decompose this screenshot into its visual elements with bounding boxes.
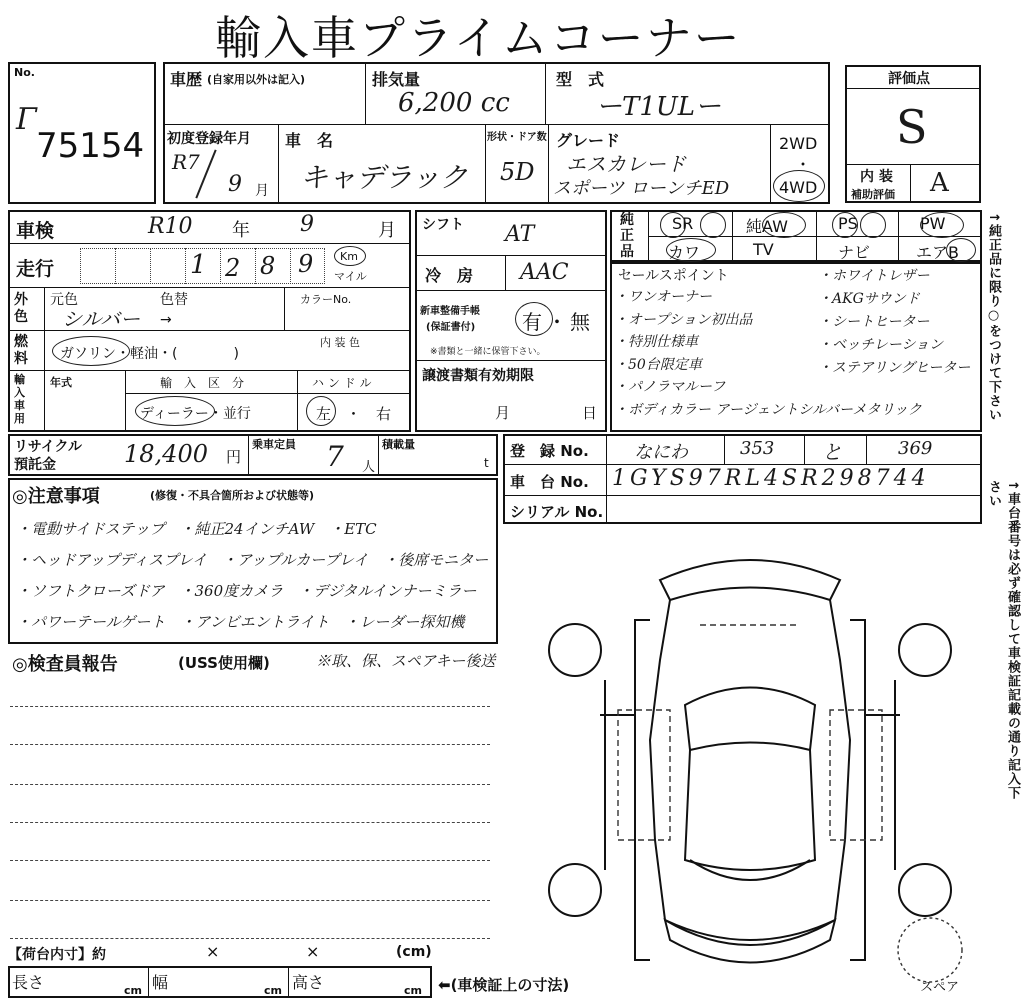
registration-place: なにわ [634, 442, 688, 463]
maintenance-sep: ・ [547, 310, 567, 334]
shift-value: AT [505, 222, 535, 247]
recycle-unit: 円 [226, 448, 242, 466]
shaken-era: R10 [148, 214, 193, 239]
dims-length-cm: cm [124, 984, 142, 997]
first-reg-month-unit: 月 [255, 183, 269, 199]
notes-line-3: ・ソフトクローズドア ・360度カメラ ・デジタルインナーミラー [16, 582, 477, 600]
maintenance-label2: (保証書付) [426, 322, 476, 333]
shift-label: シフト [422, 217, 464, 233]
displacement-label: 排気量 [372, 70, 421, 89]
ac-label: 冷 房 [425, 266, 474, 285]
score-value: S [896, 100, 928, 154]
sales-points-right [818, 265, 970, 380]
import-left-circle [306, 396, 336, 426]
dims-width-cm: cm [264, 984, 282, 997]
no-value: 75154 [36, 126, 145, 166]
first-reg-year: R7 [172, 150, 200, 174]
mileage-unit-km: Km [340, 250, 358, 263]
notes-line-2: ・ヘッドアップディスプレイ ・アップルカープレイ ・後席モニター [16, 551, 489, 569]
maintenance-yes-circle [515, 302, 553, 336]
first-reg-month: 9 [228, 172, 242, 197]
import-kubun-value: ディーラー・並行 [140, 406, 251, 422]
sales-point-left-3: ・特別仕様車 [614, 334, 698, 350]
sales-point-right-3: ・シートヒーター [818, 314, 930, 330]
grade-line1: エスカレード [566, 152, 686, 176]
capacity-label: 乗車定員 [252, 438, 296, 451]
car-name-value: キャデラック [300, 161, 468, 194]
sales-point-left-5: ・パノラマルーフ [614, 379, 726, 395]
shaken-year-label: 年 [232, 220, 250, 241]
notes-sub: (修復・不具合箇所および状態等) [150, 489, 315, 502]
mileage-km-circle [334, 246, 366, 266]
fuel-label: 燃 料 [14, 334, 28, 367]
dims-width: 幅 [152, 973, 169, 992]
grade-line2: スポーツ ローンチED [553, 178, 730, 199]
chassis-value: 1GYS97RL4SR298744 [612, 466, 930, 491]
dims-height-cm: cm [404, 984, 422, 997]
import-kubun-label: 輸 入 区 分 [160, 376, 245, 390]
recycle-value: 18,400 [124, 440, 208, 468]
transfer-label: 譲渡書類有効期限 [422, 368, 534, 384]
fuel-gasoline-circle [52, 336, 130, 366]
sales-point-left-6: ・ボディカラー アージェントシルバーメタリック [614, 401, 922, 418]
sales-point-right-2: ・AKGサウンド [818, 291, 920, 307]
inspector-handwritten: ※取、保、スペアキー後送 [316, 652, 496, 670]
doors-label: 形状・ドア数 [487, 132, 547, 143]
no-mark: Γ [16, 102, 37, 137]
color-change-label: 色替 [160, 292, 188, 308]
cargo-unit: (cm) [396, 944, 432, 960]
mileage-label: 走行 [16, 258, 55, 280]
side-note-genuine: ↑純正品に限り○をつけて下さい [986, 212, 1001, 422]
model-type-value: ーT1ULー [596, 92, 722, 122]
genuine-item-kawa: カワ [668, 243, 701, 262]
sales-point-left-4: ・50台限定車 [614, 356, 702, 373]
sales-point-right-4: ・ベッチレーション [818, 337, 944, 353]
shaken-label: 車検 [16, 220, 55, 242]
car-name-label: 車 名 [285, 131, 334, 150]
doors-value: 5D [500, 158, 535, 186]
no-box [8, 62, 156, 204]
first-reg-label: 初度登録年月 [167, 131, 251, 147]
grade-label: グレード [556, 131, 621, 150]
load-label: 積載量 [382, 438, 415, 451]
interior-score-label1: 内 装 [860, 169, 893, 185]
transfer-month: 月 [495, 404, 511, 422]
sales-point-left-1: ・ワンオーナー [614, 289, 712, 305]
import-dealer-circle [135, 396, 215, 426]
drive-4wd: 4WD [779, 178, 818, 197]
interior-score-label2: 補助評価 [851, 188, 895, 201]
maintenance-label1: 新車整備手帳 [420, 306, 480, 317]
load-unit: t [484, 456, 489, 470]
sales-point-right-1: ・ホワイトレザー [818, 268, 930, 284]
fuel-options: ガソリン・軽油・( ) [60, 346, 239, 362]
genuine-item-navi: ナビ [838, 243, 871, 262]
page-title: 輸入車プライムコーナー [215, 11, 742, 65]
capacity-value: 7 [326, 440, 344, 473]
drive-2wd: 2WD [779, 134, 818, 153]
car-diagram [540, 540, 980, 1000]
dims-length: 長さ [12, 973, 45, 992]
color-orig-label: 元色 [50, 292, 78, 308]
import-handle-value: 左 ・ 右 [316, 405, 392, 423]
maintenance-no: 無 [570, 310, 590, 334]
inspector-label: ◎検査員報告 [12, 654, 118, 675]
drive-dot: ・ [795, 155, 812, 174]
no-label: No. [14, 66, 35, 79]
recycle-label1: リサイクル [14, 439, 83, 455]
shaken-month-label: 月 [378, 220, 396, 241]
dims-height: 高さ [292, 973, 325, 992]
genuine-item-airb: エアB [916, 243, 959, 262]
model-type-label: 型 式 [556, 70, 605, 89]
inspector-sub: (USS使用欄) [178, 654, 270, 672]
sales-point-left-2: ・オープション初出品 [614, 311, 753, 328]
notes-line-1: ・電動サイドステップ ・純正24インチAW ・ETC [16, 520, 377, 538]
genuine-item-tv: TV [753, 240, 774, 259]
color-arrow: → [160, 312, 172, 328]
genuine-item-aw: 純AW [746, 217, 788, 236]
color-no-label: カラーNo. [300, 293, 352, 306]
drive-4wd-circle [773, 170, 825, 202]
import-year-label: 年式 [50, 376, 72, 389]
score-label: 評価点 [888, 71, 930, 87]
genuine-item-pw: PW [920, 214, 946, 233]
maintenance-note: ※書類と一緒に保管下さい。 [430, 347, 546, 357]
history-note: (自家用以外は記入) [207, 73, 306, 86]
cargo-x1: × [206, 942, 220, 961]
cargo-x2: × [306, 942, 320, 961]
side-note-chassis: ↑車台番号は必ず確認して車検証記載の通り記入下さい [986, 480, 1020, 800]
registration-kana: と [822, 440, 842, 464]
serial-label: シリアル No. [510, 503, 604, 521]
registration-class: 353 [740, 438, 775, 459]
genuine-label: 純 正 品 [620, 212, 634, 260]
dims-note: ⬅(車検証上の寸法) [438, 976, 570, 994]
interior-color-label: 内 装 色 [320, 336, 360, 349]
notes-line-4: ・パワーテールゲート ・アンビエントライト ・レーダー探知機 [16, 613, 465, 631]
mileage-digit-4: 9 [298, 250, 314, 278]
color-value: シルバー [62, 307, 141, 331]
sales-points-label: セールスポイント [618, 268, 729, 284]
displacement-value: 6,200 cc [398, 88, 510, 118]
sales-point-right-5: ・ステアリングヒーター [818, 360, 971, 376]
registration-number: 369 [898, 438, 933, 459]
cargo-label: 【荷台内寸】約 [8, 947, 106, 963]
recycle-label2: 預託金 [14, 457, 56, 473]
transfer-day: 日 [582, 404, 598, 422]
ac-value: AAC [520, 260, 569, 285]
mileage-digit-1: 1 [190, 250, 207, 280]
registration-label: 登 録 No. [510, 442, 589, 460]
import-handle-label: ハ ン ド ル [312, 376, 372, 390]
notes-lines [16, 514, 488, 638]
mileage-digit-2: 2 [225, 254, 241, 282]
capacity-unit: 人 [362, 460, 376, 475]
history-label: 車歴 [170, 70, 203, 89]
notes-label: ◎注意事項 [12, 486, 100, 507]
import-label: 輸 入 車 用 [14, 373, 25, 425]
mileage-unit-mile: マイル [334, 270, 367, 283]
genuine-item-sr: SR [672, 214, 694, 233]
shaken-month: 9 [300, 212, 314, 237]
spare-label: スペア [920, 980, 960, 995]
dims-block [8, 966, 432, 998]
mileage-digit-3: 8 [260, 252, 276, 280]
color-label: 外 色 [14, 292, 28, 325]
genuine-item-ps: PS [838, 214, 858, 233]
interior-score-value: A [930, 168, 949, 198]
chassis-label: 車 台 No. [510, 473, 589, 491]
maintenance-yes: 有 [522, 310, 542, 334]
